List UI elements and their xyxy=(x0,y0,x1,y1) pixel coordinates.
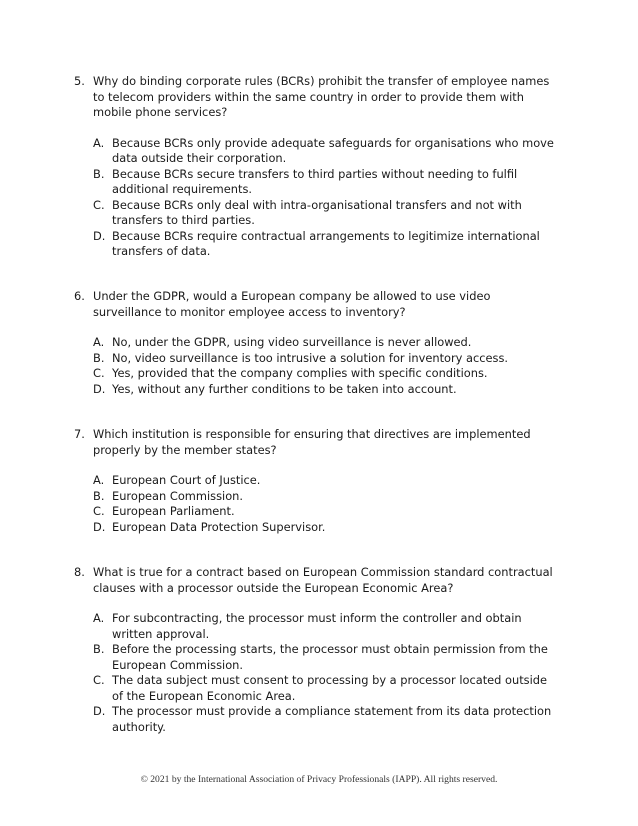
answer-options xyxy=(0,611,638,735)
answer-option xyxy=(0,489,638,505)
answer-option xyxy=(0,473,638,489)
option-text: The processor must provide a compliance statement from its data protection authority. xyxy=(112,704,552,734)
option-letter: A. xyxy=(93,135,105,150)
option-text: Because BCRs secure transfers to third parties without needing to fulfil additional requirements. xyxy=(112,166,518,196)
answer-option xyxy=(0,642,638,673)
option-text: Yes, provided that the company complies with specific conditions. xyxy=(112,366,488,380)
option-text: Because BCRs only deal with intra-organisational transfers and not with transfers to third parties. xyxy=(112,197,522,227)
option-text: Yes, without any further conditions to be taken into account. xyxy=(112,381,457,396)
answer-option xyxy=(0,351,638,367)
option-letter: D. xyxy=(93,381,106,396)
question-number: 5. xyxy=(74,74,85,88)
question-stem xyxy=(0,427,638,458)
answer-option xyxy=(0,229,638,260)
option-letter: C. xyxy=(93,366,105,380)
answer-option xyxy=(0,366,638,382)
option-letter: B. xyxy=(93,642,105,656)
option-text: European Data Protection Supervisor. xyxy=(112,519,326,534)
option-letter: D. xyxy=(93,519,106,534)
option-text: For subcontracting, the processor must inform the controller and obtain written approval. xyxy=(112,611,522,641)
question-text: Why do binding corporate rules (BCRs) prohibit the transfer of employee names to telecom providers within the same country in order to provide them with mobile phone services? xyxy=(93,74,550,119)
question-5 xyxy=(0,74,638,260)
option-letter: C. xyxy=(93,197,105,212)
option-text: No, under the GDPR, using video surveillance is never allowed. xyxy=(112,335,472,349)
question-text: What is true for a contract based on European Commission standard contractual clauses with a processor outside the European Economic Area? xyxy=(93,565,553,595)
answer-options xyxy=(0,335,638,397)
option-letter: A. xyxy=(93,335,105,349)
option-letter: B. xyxy=(93,166,105,181)
question-number: 8. xyxy=(74,565,85,579)
option-letter: B. xyxy=(93,350,105,365)
answer-option xyxy=(0,520,638,536)
option-letter: C. xyxy=(93,673,105,687)
answer-option xyxy=(0,382,638,398)
question-6 xyxy=(0,289,638,397)
question-number: 6. xyxy=(74,289,85,303)
question-8 xyxy=(0,565,638,735)
option-letter: D. xyxy=(93,228,106,243)
question-number: 7. xyxy=(74,427,85,441)
option-text: Before the processing starts, the processor must obtain permission from the European Commission. xyxy=(112,642,548,672)
option-text: European Court of Justice. xyxy=(112,473,261,487)
answer-option xyxy=(0,673,638,704)
answer-option xyxy=(0,167,638,198)
option-text: No, video surveillance is too intrusive a solution for inventory access. xyxy=(112,350,509,365)
answer-option xyxy=(0,335,638,351)
copyright-footer: © 2021 by the International Association of Privacy Professionals (IAPP). All rights reserved. xyxy=(140,774,498,785)
answer-options xyxy=(0,136,638,260)
option-letter: A. xyxy=(93,473,105,487)
question-stem xyxy=(0,74,638,121)
option-text: European Parliament. xyxy=(112,504,235,518)
option-letter: C. xyxy=(93,504,105,518)
option-letter: D. xyxy=(93,704,106,718)
question-text: Which institution is responsible for ensuring that directives are implemented properly by the member states? xyxy=(93,427,531,457)
option-text: The data subject must consent to processing by a processor located outside of the European Economic Area. xyxy=(112,673,548,703)
question-text: Under the GDPR, would a European company be allowed to use video surveillance to monitor employee access to inventory? xyxy=(93,289,491,319)
answer-options xyxy=(0,473,638,535)
answer-option xyxy=(0,611,638,642)
answer-option xyxy=(0,504,638,520)
option-letter: A. xyxy=(93,611,105,625)
answer-option xyxy=(0,704,638,735)
answer-option xyxy=(0,198,638,229)
answer-option xyxy=(0,136,638,167)
question-7 xyxy=(0,427,638,535)
option-letter: B. xyxy=(93,488,105,503)
question-stem xyxy=(0,565,638,596)
option-text: Because BCRs only provide adequate safeguards for organisations who move data outside their corporation. xyxy=(112,135,554,165)
question-stem xyxy=(0,289,638,320)
option-text: European Commission. xyxy=(112,488,243,503)
option-text: Because BCRs require contractual arrangements to legitimize international transfers of data. xyxy=(112,228,540,258)
